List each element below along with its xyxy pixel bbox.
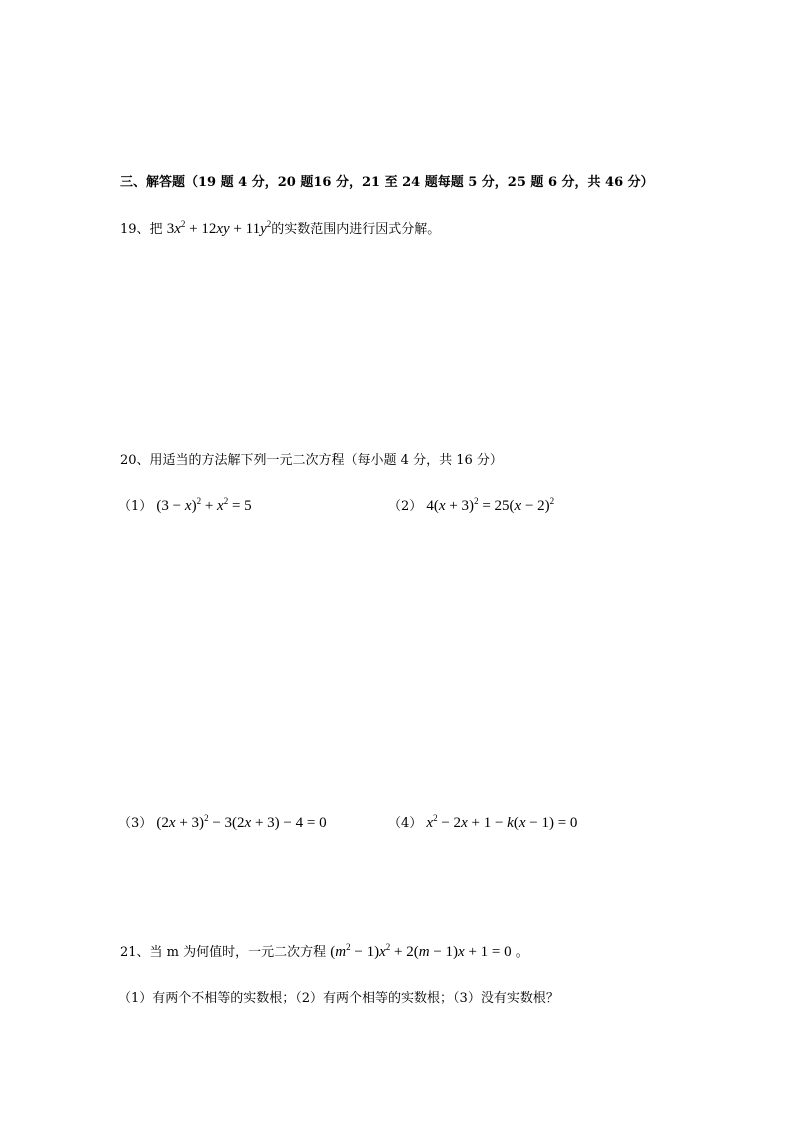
question-number: 20、 xyxy=(120,453,150,468)
question-number: 21、 xyxy=(120,945,150,960)
q20-part-3 xyxy=(118,814,327,833)
question-number: 19、 xyxy=(120,222,150,237)
q20-part-4 xyxy=(388,814,577,833)
question-text-post: 。 xyxy=(515,945,529,960)
q21-subquestions: （1）有两个不相等的实数根；（2）有两个相等的实数根；（3）没有实数根？ xyxy=(118,991,559,1006)
equation: $x^2 - 2x + 1 - k(x - 1) = 0$ xyxy=(426,813,578,831)
expression: $3x^2 + 12xy + 11y^2$ xyxy=(166,219,272,237)
part-label: （1） xyxy=(118,499,153,514)
question-20 xyxy=(120,452,503,470)
question-21 xyxy=(120,943,529,962)
equation: $4(x + 3)^2 = 25(x - 2)^2$ xyxy=(426,496,555,514)
question-19 xyxy=(120,220,440,239)
question-text-pre: 把 xyxy=(149,222,163,237)
question-text-post: 的实数范围内进行因式分解。 xyxy=(271,222,441,237)
part-label: （4） xyxy=(388,816,423,831)
equation: $(m^2 - 1)x^2 + 2(m - 1)x + 1 = 0$ xyxy=(330,942,512,960)
q20-part-1 xyxy=(118,497,252,516)
part-label: （2） xyxy=(388,499,423,514)
equation: $(2x + 3)^2 - 3(2x + 3) - 4 = 0$ xyxy=(156,813,327,831)
equation: $(3 - x)^2 + x^2 = 5$ xyxy=(156,496,252,514)
section-heading: 三、解答题（19 题 4 分，20 题16 分，21 至 24 题每题 5 分，25 题 6 分，共 46 分） xyxy=(120,175,654,190)
question-text: 用适当的方法解下列一元二次方程（每小题 4 分，共 16 分） xyxy=(149,453,503,468)
part-label: （3） xyxy=(118,816,153,831)
q20-part-2 xyxy=(388,497,554,516)
question-text-pre: 当 m 为何值时，一元二次方程 xyxy=(149,945,327,960)
